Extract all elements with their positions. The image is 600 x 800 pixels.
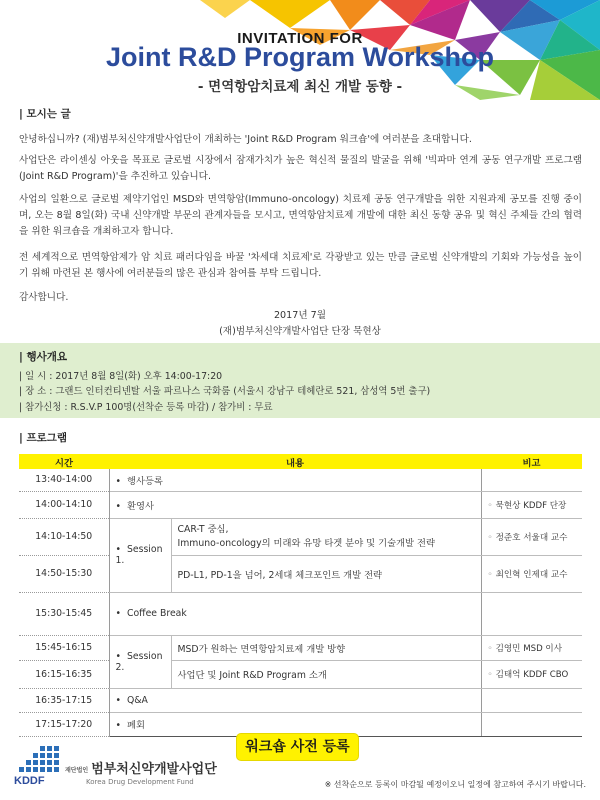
session-1-label: • Session 1. xyxy=(116,544,163,566)
talk-title: MSD가 원하는 면역항암치료제 개발 방향 xyxy=(171,635,481,660)
row-time: 14:00-14:10 xyxy=(19,491,109,518)
overview-date-line: | 일 시 : 2017년 8월 8일(화) 오후 14:00-17:20 xyxy=(19,371,223,382)
row-note: ◦ 최인혁 인제대 교수 xyxy=(488,570,568,580)
session-2-label: • Session 2. xyxy=(116,651,163,673)
table-row xyxy=(19,635,582,660)
row-note xyxy=(481,712,582,736)
talk-title-line-2: Immuno-oncology의 미래와 유망 타겟 분야 및 기술개발 전략 xyxy=(177,537,435,549)
register-button[interactable]: 워크숍 사전 등록 xyxy=(236,733,359,761)
overview-heading: | 행사개요 xyxy=(19,351,68,363)
table-header-row xyxy=(19,454,582,469)
row-content: • 환영사 xyxy=(116,501,154,512)
kddf-logo-icon xyxy=(14,746,62,774)
greeting-paragraph-4: 전 세계적으로 면역항암제가 암 치료 패러다임을 바꿀 '차세대 치료제'로 각광받고 있는 만큼 글로벌 신약개발의 기회와 가능성을 높이기 위해 마련된 본 행사에 여러분들의 많은 관심과 참여를 부탁 드립니다. xyxy=(19,252,582,279)
talk-title-line-1: CAR-T 중심, xyxy=(177,523,229,535)
row-time: 16:35-17:15 xyxy=(19,688,109,712)
table-row xyxy=(19,491,582,518)
column-header-content: 내용 xyxy=(109,454,481,469)
row-note: ◦ 김태억 KDDF CBO xyxy=(488,670,569,680)
org-english-name: Korea Drug Development Fund xyxy=(86,778,194,786)
table-row xyxy=(19,518,582,555)
org-prefix: 재단법인 xyxy=(65,767,89,774)
column-header-note: 비고 xyxy=(481,454,582,469)
greeting-thanks: 감사합니다. xyxy=(19,292,69,303)
greeting-heading: | 모시는 글 xyxy=(19,108,71,120)
page-title: Joint R&D Program Workshop xyxy=(105,42,495,72)
row-time: 13:40-14:00 xyxy=(19,469,109,491)
row-note: ◦ 김영민 MSD 이사 xyxy=(488,644,563,654)
event-overview-box xyxy=(0,343,600,418)
header-banner xyxy=(0,0,600,100)
overview-apply-line: | 참가신청 : R.S.V.P 100명(선착순 등록 마감) / 참가비 : 무료 xyxy=(19,402,273,413)
row-content: • Coffee Break xyxy=(116,608,187,619)
row-note: ◦ 묵현상 KDDF 단장 xyxy=(488,501,567,511)
table-row xyxy=(19,660,582,688)
row-note xyxy=(481,688,582,712)
row-time: 17:15-17:20 xyxy=(19,712,109,736)
overview-place-line: | 장 소 : 그랜드 인터컨티넨탈 서울 파르나스 국화룸 (서울시 강남구 테헤란로 521, 삼성역 5번 출구) xyxy=(19,386,431,397)
row-time: 16:15-16:35 xyxy=(19,660,109,688)
row-content: • 행사등록 xyxy=(116,476,163,487)
table-row xyxy=(19,592,582,635)
logo-kddf-text: KDDF xyxy=(14,775,45,787)
greeting-paragraph-3: 사업의 일환으로 글로벌 제약기업인 MSD와 면역항암(Immuno-oncology) 치료제 공동 연구개발을 위한 지원과제 공모를 진행 중이며, 오는 8월 8일(화) 국내 신약개발 부문의 관계자들을 모시고, 면역항암치료제 개발에 대한 최신 동향 공유 및 혁신 주체들 간의 협력을 위한 워크숍을 개최하고자 합니다. xyxy=(19,194,582,237)
invitation-label: INVITATION FOR xyxy=(237,30,363,47)
greeting-paragraph-2: 사업단은 라이센싱 아웃을 목표로 글로벌 시장에서 잠재가치가 높은 혁신적 물질의 발굴을 위해 '빅파마 연계 공동 연구개발 프로그램(Joint R&D Program)'을 추진하고 있습니다. xyxy=(19,155,582,182)
column-header-time: 시간 xyxy=(19,454,109,469)
row-time: 15:45-16:15 xyxy=(19,635,109,660)
row-time: 14:50-15:30 xyxy=(19,555,109,592)
row-content: • Q&A xyxy=(116,695,148,706)
page-subtitle: - 면역항암치료제 최신 개발 동향 - xyxy=(197,79,403,95)
greeting-signer: (재)범부처신약개발사업단 단장 묵현상 xyxy=(219,326,381,337)
row-content: • 폐회 xyxy=(116,720,145,731)
table-row xyxy=(19,555,582,592)
registration-notice: ※ 선착순으로 등록이 마감될 예정이오니 일정에 참고하여 주시기 바랍니다. xyxy=(324,780,586,789)
table-row xyxy=(19,688,582,712)
talk-title: 사업단 및 Joint R&D Program 소개 xyxy=(171,660,481,688)
greeting-paragraph-1: 안녕하십니까? (재)범부처신약개발사업단이 개최하는 'Joint R&D Program 워크숍'에 여러분을 초대합니다. xyxy=(19,134,472,145)
row-note xyxy=(481,592,582,635)
program-table xyxy=(19,454,582,737)
greeting-date: 2017년 7월 xyxy=(273,310,327,321)
row-note xyxy=(481,469,582,491)
row-note: ◦ 정준호 서울대 교수 xyxy=(488,533,568,543)
table-row xyxy=(19,469,582,491)
program-heading: | 프로그램 xyxy=(19,432,68,444)
org-name-text: 범부처신약개발사업단 xyxy=(91,762,217,777)
org-name xyxy=(65,758,217,777)
row-time: 15:30-15:45 xyxy=(19,592,109,635)
row-time: 14:10-14:50 xyxy=(19,518,109,555)
talk-title: PD-L1, PD-1을 넘어, 2세대 체크포인트 개발 전략 xyxy=(171,555,481,592)
